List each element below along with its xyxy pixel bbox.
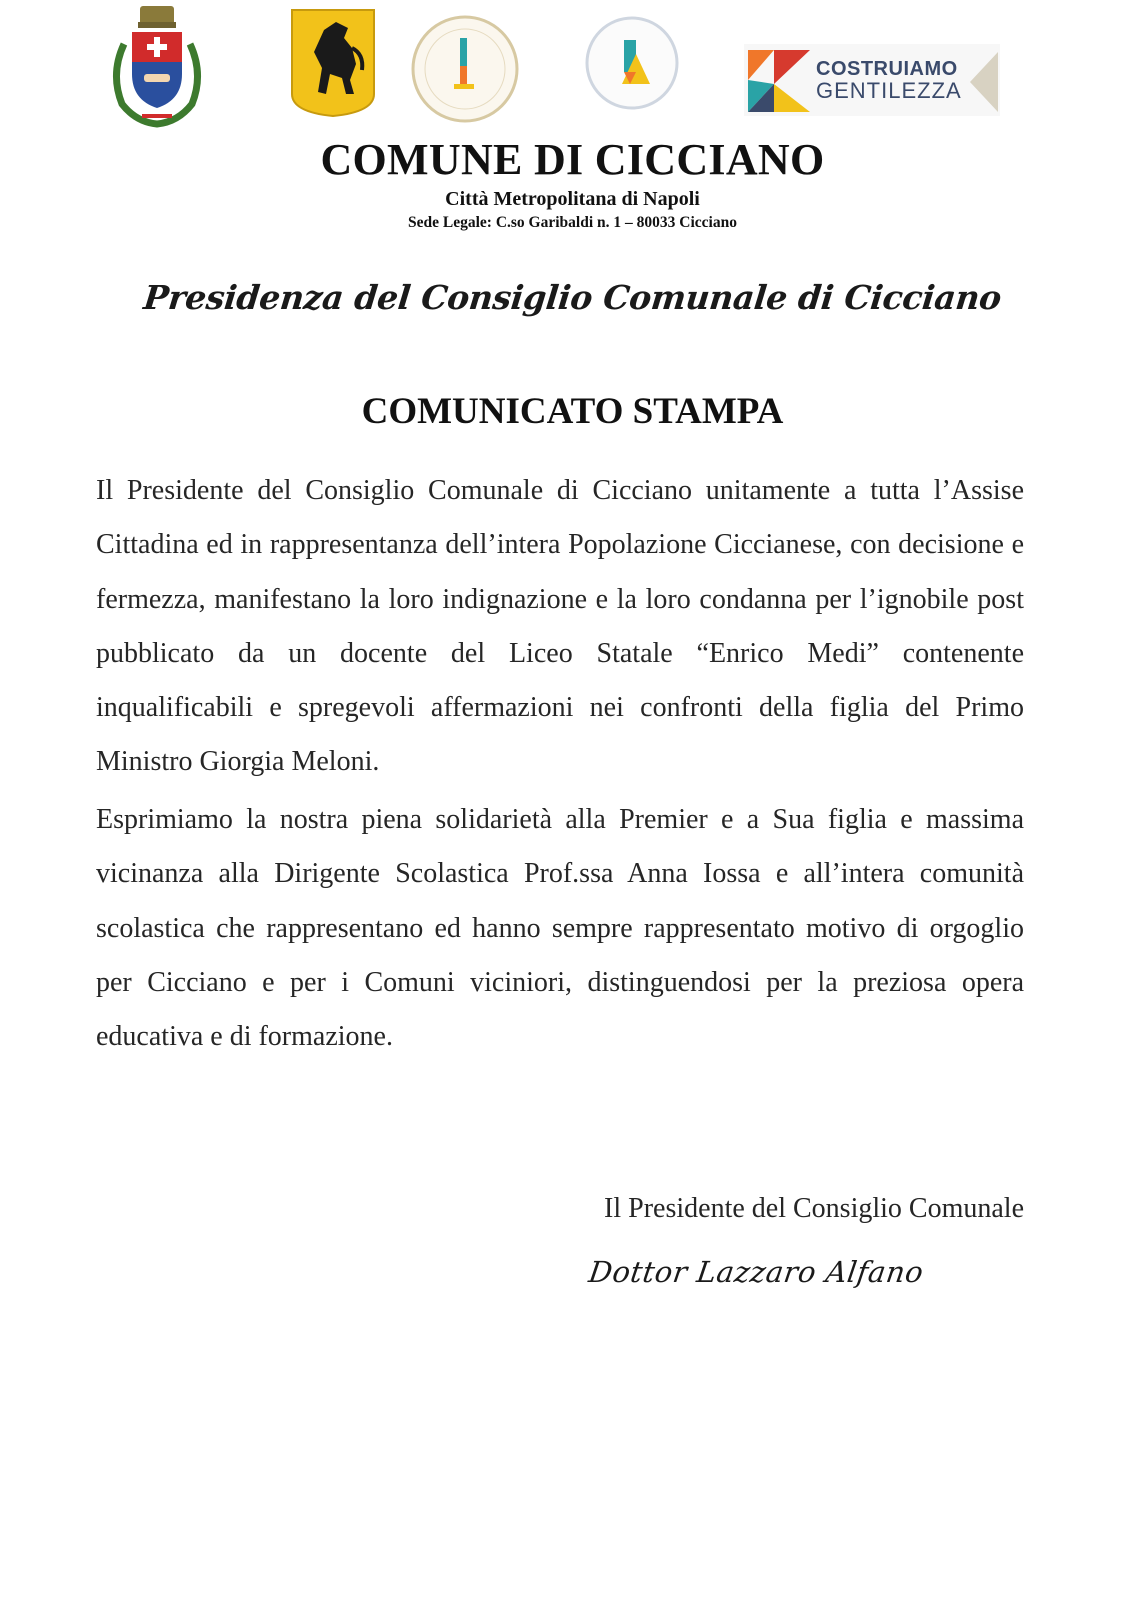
- presidency-heading: Presidenza del Consiglio Comunale di Cicciano: [141, 278, 1004, 317]
- body-paragraph-2: Esprimiamo la nostra piena solidarietà alla Premier e a Sua figlia e massima vicinanza alla Dirigente Scolastica Prof.ssa Anna Iossa e all’intera comunità scolastica che rappresentano ed hanno sempre rappresentato motivo di orgoglio per Cicciano e per i Comuni viciniori, distinguendosi per la preziosa opera educativa e di formazione.: [96, 804, 1024, 1053]
- coat-of-arms-icon: [102, 4, 212, 128]
- rampant-horse-shield-icon: [290, 8, 376, 118]
- capitale-costruiamo-gentilezza-badge-icon: [410, 14, 520, 124]
- citta-costruttrice-di-gentilezza-badge-icon: [584, 14, 680, 112]
- logo-row: [0, 0, 1145, 130]
- legal-address: Sede Legale: C.so Garibaldi n. 1 – 80033 Cicciano: [408, 214, 737, 231]
- signature-name: Dottor Lazzaro Alfano: [586, 1255, 926, 1289]
- page-title: COMUNE DI CICCIANO: [320, 135, 825, 184]
- costruiamo-gentilezza-logo: [744, 44, 1000, 116]
- press-release-title: COMUNICATO STAMPA: [361, 391, 784, 432]
- brand-line-2: GENTILEZZA: [816, 78, 962, 103]
- brand-line-1: COSTRUIAMO: [816, 58, 958, 80]
- signature-role: Il Presidente del Consiglio Comunale: [604, 1193, 1024, 1224]
- body-paragraph-1: Il Presidente del Consiglio Comunale di Cicciano unitamente a tutta l’Assise Cittadina ed in rappresentanza dell’intera Popolazione Ciccianese, con decisione e fermezza, manifestano la loro indignazione e la loro condanna per l’ignobile post pubblicato da un docente del Liceo Statale “Enrico Medi” contenente inqualificabili e spregevoli affermazioni nei confronti della figlia del Primo Ministro Giorgia Meloni.: [96, 475, 1024, 778]
- page-subtitle: Città Metropolitana di Napoli: [445, 188, 700, 210]
